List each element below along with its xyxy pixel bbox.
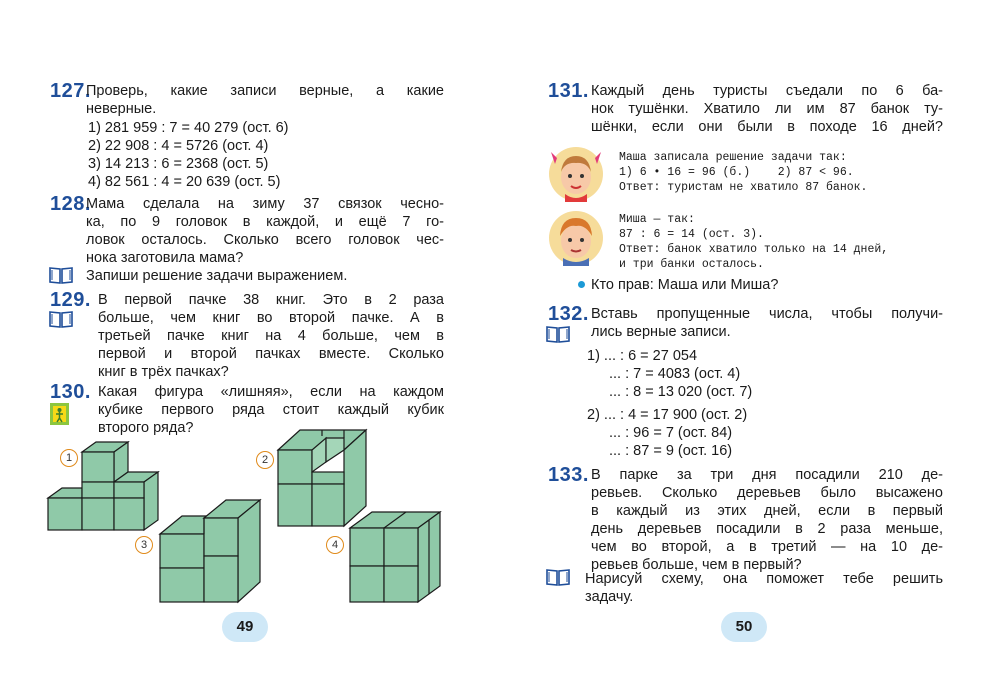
figure-label-4: 4 (326, 536, 344, 554)
problem-133-task: Нарисуй схему, она поможет тебе решить задачу. (585, 571, 943, 605)
problem-127-item-3: 3) 14 213 : 6 = 2368 (ост. 5) (88, 156, 269, 172)
problem-132-g2-line3: ... : 87 = 9 (ост. 16) (609, 443, 733, 459)
problem-127-item-4: 4) 82 561 : 4 = 20 639 (ост. 5) (88, 174, 281, 190)
problem-133-number: 133. (548, 464, 589, 486)
cube-figure-3 (156, 498, 268, 608)
book-icon (48, 309, 74, 329)
problem-132-g1-line2: ... : 7 = 4083 (ост. 4) (609, 366, 741, 382)
girl-avatar (547, 144, 605, 202)
page-number-50: 50 (721, 612, 767, 642)
right-page (495, 0, 990, 700)
problem-128-number: 128. (50, 193, 91, 215)
cube-figure-4 (346, 508, 446, 606)
problem-132-g2-line2: ... : 96 = 7 (ост. 84) (609, 425, 733, 441)
problem-132-g1-line1: 1) ... : 6 = 27 054 (587, 348, 698, 364)
puzzle-icon (50, 403, 69, 425)
misha-solution: Миша — так: 87 : 6 = 14 (ост. 3). Ответ: банок хватило только на 14 дней, и три банки осталось. (619, 213, 889, 271)
problem-131-question: Кто прав: Маша или Миша? (591, 277, 779, 293)
boy-avatar (547, 208, 605, 266)
problem-127-item-1: 1) 281 959 : 7 = 40 279 (ост. 6) (88, 120, 289, 136)
figure-label-3: 3 (135, 536, 153, 554)
figure-label-1: 1 (60, 449, 78, 467)
problem-127-number: 127. (50, 80, 91, 102)
book-icon (48, 265, 74, 285)
problem-129-number: 129. (50, 289, 91, 311)
problem-130-text: Какая фигура «лишняя», если на каждом кубике первого ряда стоит каждый кубик второго ряда? (98, 384, 444, 436)
problem-128-task: Запиши решение задачи выражением. (86, 268, 348, 284)
book-icon (545, 567, 571, 587)
problem-131-text: Каждый день туристы съедали по 6 ба- нок тушёнки. Хватило ли им 87 банок ту- шёнки, если они были в походе 16 дней? (591, 83, 943, 135)
figure-label-2: 2 (256, 451, 274, 469)
book-icon (545, 324, 571, 344)
problem-132-g2-line1: 2) ... : 4 = 17 900 (ост. 2) (587, 407, 748, 423)
problem-133-text: В парке за три дня посадили 210 де- ревьев. Сколько деревьев было высажено в каждый из этих дней, если в первый день деревьев посадили в 2 раза меньше, чем во второй, а в третий — на 10 де- ревьев больше, чем в первый? (591, 467, 943, 573)
problem-132-g1-line3: ... : 8 = 13 020 (ост. 7) (609, 384, 753, 400)
problem-127-text: Проверь, какие записи верные, а какие неверные. (86, 83, 444, 117)
problem-132-number: 132. (548, 303, 589, 325)
problem-131-number: 131. (548, 80, 589, 102)
problem-128-text: Мама сделала на зиму 37 связок чесно- ка, по 9 головок в каждой, и ещё 7 го- ловок осталось. Сколько всего головок чес- нока заготовила мама? (86, 196, 444, 266)
problem-127-item-2: 2) 22 908 : 4 = 5726 (ост. 4) (88, 138, 269, 154)
page-number-49: 49 (222, 612, 268, 642)
problem-129-text: В первой пачке 38 книг. Это в 2 раза больше, чем книг во второй пачке. А в третьей пачке книг на 4 больше, чем в первой и второй пачках вместе. Сколько книг в трёх пачках? (98, 292, 444, 380)
problem-132-text: Вставь пропущенные числа, чтобы получи- лись верные записи. (591, 306, 943, 340)
masha-solution: Маша записала решение задачи так: 1) 6 • 16 = 96 (б.) 2) 87 < 96. Ответ: туристам не хватило 87 банок. (619, 151, 868, 194)
problem-130-number: 130. (50, 381, 91, 403)
question-bullet (578, 281, 585, 288)
